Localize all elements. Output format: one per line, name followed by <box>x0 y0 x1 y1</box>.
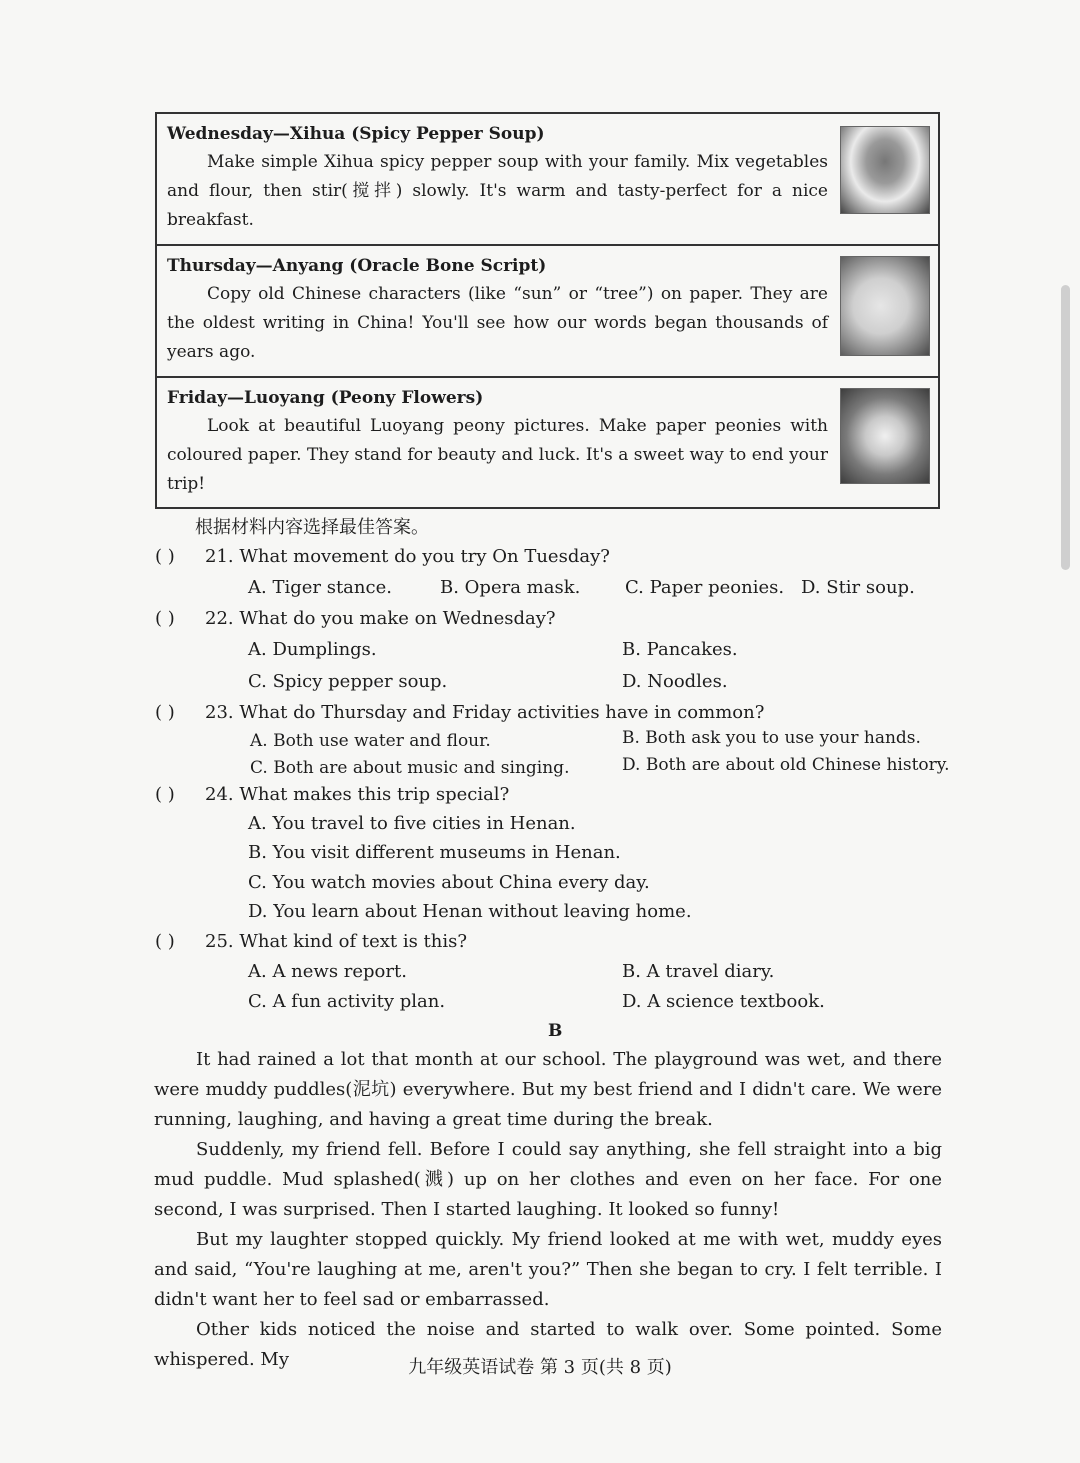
activity-text: Copy old Chinese characters (like “sun” or “tree”) on paper. They are the oldest writing in China! You'll see how our words began thousands of years ago. <box>167 284 828 362</box>
option: B. A travel diary. <box>622 961 775 982</box>
reading-passage <box>154 1045 942 1375</box>
activity-row-thursday <box>157 244 938 376</box>
activity-title: Friday—Luoyang (Peony Flowers) <box>167 388 484 408</box>
answer-blank[interactable]: ( ) <box>155 608 175 629</box>
activity-text: Look at beautiful Luoyang peony pictures. Make paper peonies with coloured paper. They stand for beauty and luck. It's a sweet way to end your trip! <box>167 416 828 494</box>
activity-row-friday <box>157 376 938 507</box>
scrollbar[interactable] <box>1061 285 1070 570</box>
option: B. You visit different museums in Henan. <box>248 842 621 863</box>
activity-title: Thursday—Anyang (Oracle Bone Script) <box>167 256 547 276</box>
option: D. You learn about Henan without leaving home. <box>248 901 692 922</box>
question-stem: 23. What do Thursday and Friday activities have in common? <box>205 702 765 723</box>
instruction: 根据材料内容选择最佳答案。 <box>195 517 429 538</box>
option: D. Stir soup. <box>801 577 915 598</box>
passage-paragraph: Suddenly, my friend fell. Before I could say anything, she fell straight into a big mud puddle. Mud splashed(溅) up on her clothes and even on her face. For one second, I was surprised. Then I started laughing. It looked so funny! <box>154 1139 942 1220</box>
answer-blank[interactable]: ( ) <box>155 546 175 567</box>
question-stem: 22. What do you make on Wednesday? <box>205 608 556 629</box>
option: C. A fun activity plan. <box>248 991 446 1012</box>
option: D. A science textbook. <box>622 991 825 1012</box>
answer-blank[interactable]: ( ) <box>155 931 175 952</box>
option: B. Opera mask. <box>440 577 581 598</box>
activity-table <box>155 112 940 509</box>
activity-text: Make simple Xihua spicy pepper soup with your family. Mix vegetables and flour, then stir(搅拌) slowly. It's warm and tasty-perfect for a nice breakfast. <box>167 152 828 230</box>
option: C. Paper peonies. <box>625 577 785 598</box>
oracle-bone-photo <box>840 256 930 356</box>
option: A. Both use water and flour. <box>250 731 491 751</box>
option: A. You travel to five cities in Henan. <box>248 813 576 834</box>
activity-title: Wednesday—Xihua (Spicy Pepper Soup) <box>167 124 545 144</box>
option: B. Pancakes. <box>622 639 738 660</box>
option: B. Both ask you to use your hands. <box>622 728 921 748</box>
option: A. Tiger stance. <box>248 577 392 598</box>
option: D. Noodles. <box>622 671 728 692</box>
section-heading: B <box>548 1021 563 1041</box>
page-footer: 九年级英语试卷 第 3 页(共 8 页) <box>408 1357 672 1378</box>
answer-blank[interactable]: ( ) <box>155 702 175 723</box>
option: D. Both are about old Chinese history. <box>622 755 950 775</box>
question-stem: 25. What kind of text is this? <box>205 931 468 952</box>
peony-photo <box>840 388 930 484</box>
option: A. A news report. <box>248 961 407 982</box>
question-stem: 24. What makes this trip special? <box>205 784 510 805</box>
question-21 <box>155 546 610 567</box>
option: C. Spicy pepper soup. <box>248 671 448 692</box>
question-stem: 21. What movement do you try On Tuesday? <box>205 546 610 567</box>
soup-photo <box>840 126 930 214</box>
passage-paragraph: But my laughter stopped quickly. My friend looked at me with wet, muddy eyes and said, “You're laughing at me, aren't you?” Then she began to cry. I felt terrible. I didn't want her to feel sad or embarrassed. <box>154 1229 942 1310</box>
option: C. Both are about music and singing. <box>250 758 570 778</box>
passage-paragraph: Other kids noticed the noise and started to walk over. Some pointed. Some whispered. My <box>154 1319 942 1370</box>
option: C. You watch movies about China every day. <box>248 872 650 893</box>
question-22 <box>155 608 556 629</box>
answer-blank[interactable]: ( ) <box>155 784 175 805</box>
question-25 <box>155 931 467 952</box>
question-24 <box>155 784 509 805</box>
passage-paragraph: It had rained a lot that month at our school. The playground was wet, and there were muddy puddles(泥坑) everywhere. But my best friend and I didn't care. We were running, laughing, and having a great time during the break. <box>154 1049 942 1130</box>
question-23 <box>155 702 764 723</box>
activity-row-wednesday <box>157 114 938 244</box>
option: A. Dumplings. <box>248 639 377 660</box>
